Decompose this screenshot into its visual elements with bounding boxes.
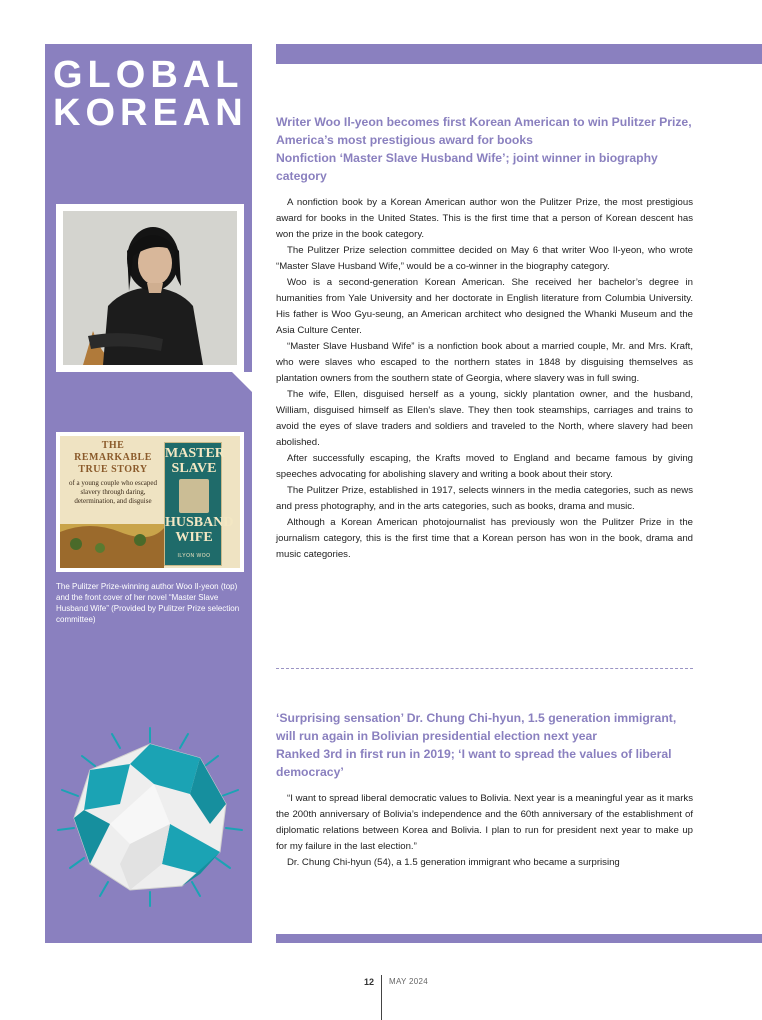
article-2-headline xyxy=(276,709,693,781)
globe-icon xyxy=(50,724,250,909)
article-1-body xyxy=(276,195,693,563)
author-photo xyxy=(63,211,237,365)
article-2-body xyxy=(276,791,693,871)
book-cover-frame xyxy=(56,432,244,572)
article-1 xyxy=(276,113,693,563)
article-divider xyxy=(276,668,693,669)
cover-title-top: MASTER SLAVE xyxy=(165,446,225,476)
page-number: 12 xyxy=(363,977,374,987)
cover-portrait xyxy=(179,479,209,513)
article-1-headline xyxy=(276,113,693,185)
article-2-headline-sub: Ranked 3rd in first run in 2019; ‘I want to spread the values of liberal democracy’ xyxy=(276,747,672,779)
article-1-headline-sub: Nonfiction ‘Master Slave Husband Wife’; joint winner in biography category xyxy=(276,151,658,183)
book-tagline-head2: TRUE STORY xyxy=(78,464,148,475)
book-tagline-head1: THE REMARKABLE xyxy=(74,440,152,463)
paragraph: After successfully escaping, the Krafts moved to England and became famous by giving speeches advocating for abolishing slavery and writing a book about their story. xyxy=(276,453,693,480)
author-portrait-image xyxy=(63,211,237,365)
paragraph: The Pulitzer Prize, established in 1917, selects winners in the media categories, such as news and press photography, and in the arts categories, such as books, drama and music. xyxy=(276,485,693,512)
sidebar xyxy=(45,44,252,943)
paragraph: The wife, Ellen, disguised herself as a young, sickly plantation owner, and the husband, William, disguised himself as Ellen’s slave. They then took steamships, carriages and trains to avoid the eyes of slave traders and soldiers and traveled to the North, where slavery had been abolished. xyxy=(276,389,693,448)
paragraph: “I want to spread liberal democratic values to Bolivia. Next year is a meaningful year as it marks the 200th anniversary of Bolivia’s independence and the 60th anniversary of the establishment of diplomatic relations between Korea and Bolivia. I plan to run for president next year to make up for my failure in the last election.” xyxy=(276,793,693,852)
paragraph: The Pulitzer Prize selection committee decided on May 6 that writer Woo Il-yeon, who wrote “Master Slave Husband Wife,” would be a co-winner in the biography category. xyxy=(276,245,693,272)
photo-speech-tail xyxy=(232,372,254,394)
author-photo-frame xyxy=(56,204,244,372)
article-1-headline-main: Writer Woo Il-yeon becomes first Korean American to win Pulitzer Prize, America’s most prestigious award for books xyxy=(276,115,692,147)
paragraph: A nonfiction book by a Korean American author won the Pulitzer Prize, the most prestigious award for books in the United States. This is the first time that a person of Korean descent has won the prize in the book category. xyxy=(276,197,693,240)
book-front-cover xyxy=(164,442,234,566)
page-footer xyxy=(0,975,762,1020)
issue-date: MAY 2024 xyxy=(389,977,429,986)
paragraph: Although a Korean American photojournalist has previously won the Pulitzer Prize in the journalism category, this is the first time that a Korean person has won in the book, drama and music categories. xyxy=(276,517,693,560)
footer-divider xyxy=(381,975,382,1020)
article-2-headline-main: ‘Surprising sensation’ Dr. Chung Chi-hyun, 1.5 generation immigrant, will run again in Bolivian presidential election next year xyxy=(276,711,677,743)
book-tagline-small: of a young couple who escaped slavery through daring, determination, and disguise xyxy=(68,479,158,505)
cover-title-bottom: HUSBAND WIFE xyxy=(165,515,234,545)
section-title-line1: GLOBAL xyxy=(53,54,244,96)
top-accent-bar xyxy=(276,44,762,64)
paragraph: “Master Slave Husband Wife” is a nonfiction book about a married couple, Mr. and Mrs. Kraft, who were slaves who escaped to the northern states in 1848 by disguising themselves as plantation owners from the southern state of Georgia, where slavery was in full swing. xyxy=(276,341,693,384)
article-2 xyxy=(276,709,693,871)
paragraph: Woo is a second-generation Korean American. She received her bachelor’s degree in humanities from Yale University and her doctorate in English literature from Columbia University. His father is Woo Gyu-seung, an American architect who designed the Whanki Museum and the Asia Culture Center. xyxy=(276,277,693,336)
book-cover-image xyxy=(60,436,240,568)
book-tagline xyxy=(64,440,162,506)
bottom-accent-bar xyxy=(276,934,762,943)
section-title xyxy=(53,56,249,132)
cover-author: ILYON WOO xyxy=(177,553,211,559)
paragraph: Dr. Chung Chi-hyun (54), a 1.5 generation immigrant who became a surprising xyxy=(287,857,620,868)
photo-caption: The Pulitzer Prize-winning author Woo Il-yeon (top) and the front cover of her novel “Master Slave Husband Wife” (Provided by Pulitzer Prize selection committee) xyxy=(56,582,240,624)
section-title-line2: KOREAN xyxy=(53,92,248,134)
